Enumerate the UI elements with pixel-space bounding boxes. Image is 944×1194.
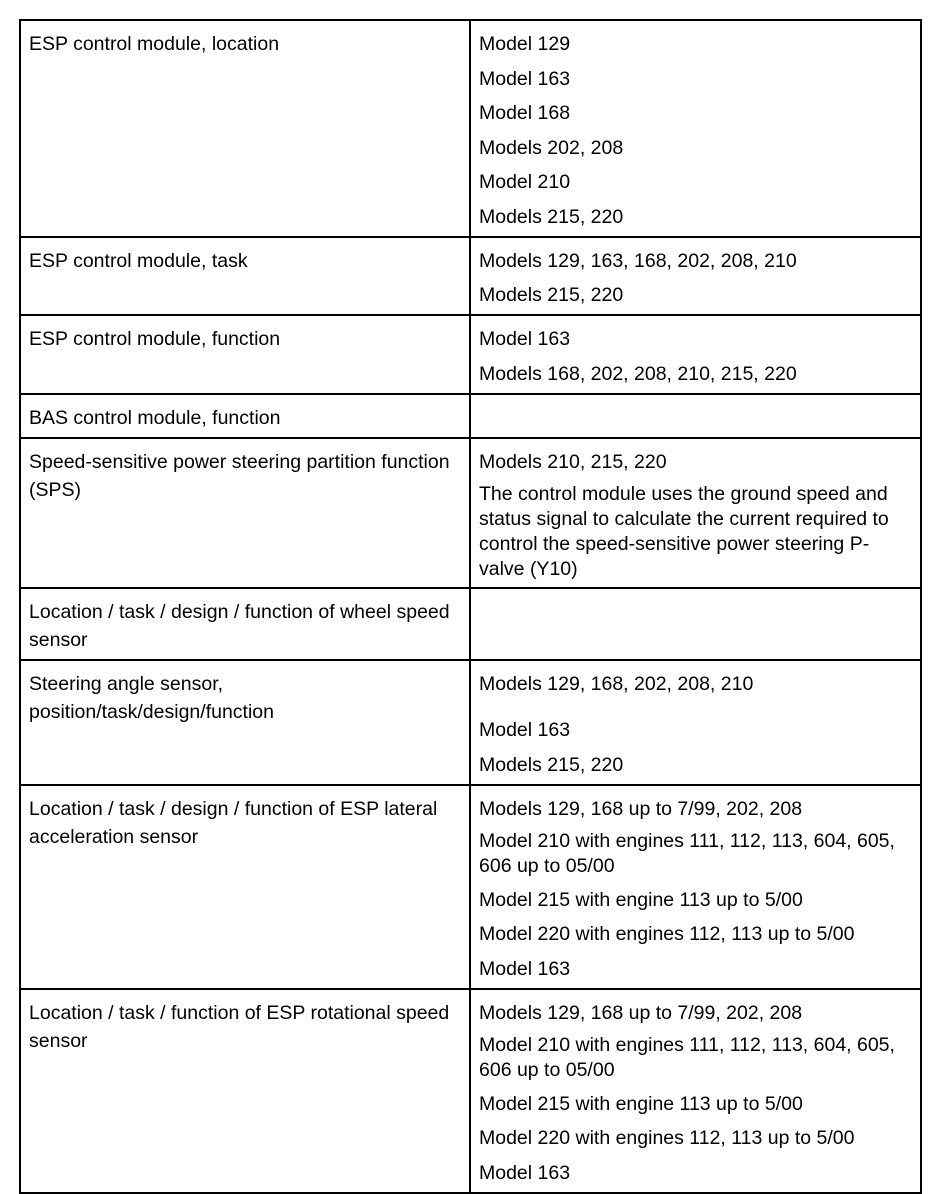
models-cell bbox=[470, 989, 921, 1193]
model-entry: Model 215 with engine 113 up to 5/00 bbox=[479, 888, 803, 911]
model-entry: Models 202, 208 bbox=[479, 136, 624, 159]
topic-text: BAS control module, function bbox=[29, 406, 281, 429]
table-row bbox=[20, 20, 921, 237]
model-entry: Models 129, 163, 168, 202, 208, 210 bbox=[479, 249, 797, 272]
table-row bbox=[20, 237, 921, 316]
topic-cell bbox=[20, 315, 470, 394]
topic-text: ESP control module, function bbox=[29, 328, 281, 350]
model-entry: Models 215, 220 bbox=[479, 205, 624, 228]
model-entry: Model 220 with engines 112, 113 up to 5/00 bbox=[479, 923, 855, 945]
topic-text: Location / task / function of ESP rotational speed sensor bbox=[29, 1001, 450, 1052]
models-cell bbox=[470, 660, 921, 785]
model-entry: Model 163 bbox=[479, 957, 571, 980]
model-entry: Model 210 with engines 111, 112, 113, 604, 605, 606 up to 05/00 bbox=[479, 1034, 895, 1081]
topic-text: ESP control module, task bbox=[29, 249, 248, 272]
topic-cell bbox=[20, 438, 470, 589]
table-row bbox=[20, 438, 921, 589]
topic-text: ESP control module, location bbox=[29, 33, 280, 55]
table-row bbox=[20, 315, 921, 394]
models-cell bbox=[470, 237, 921, 316]
table-row bbox=[20, 989, 921, 1193]
model-entry: Model 129 bbox=[479, 33, 571, 55]
document-table bbox=[19, 19, 922, 1194]
model-entry: Models 129, 168 up to 7/99, 202, 208 bbox=[479, 1001, 803, 1024]
model-entry: Model 163 bbox=[479, 67, 571, 90]
topic-text: Steering angle sensor, position/task/design/function bbox=[29, 673, 274, 723]
model-entry: Model 210 bbox=[479, 171, 571, 193]
topic-cell bbox=[20, 20, 470, 237]
model-entry: Models 129, 168, 202, 208, 210 bbox=[479, 673, 754, 695]
model-entry: Models 215, 220 bbox=[479, 284, 624, 306]
topic-cell bbox=[20, 237, 470, 316]
models-cell bbox=[470, 315, 921, 394]
model-entry: Model 163 bbox=[479, 719, 571, 741]
models-cell bbox=[470, 20, 921, 237]
table-row bbox=[20, 660, 921, 785]
topic-cell bbox=[20, 394, 470, 438]
topic-cell bbox=[20, 588, 470, 660]
models-cell bbox=[470, 394, 921, 438]
model-entry: Models 129, 168 up to 7/99, 202, 208 bbox=[479, 797, 803, 820]
model-note: The control module uses the ground speed and status signal to calculate the current required to control the speed-sensitive power steering P-valve (Y10) bbox=[479, 483, 889, 580]
topic-cell bbox=[20, 989, 470, 1193]
table-row bbox=[20, 588, 921, 660]
model-entry: Model 163 bbox=[479, 1161, 571, 1184]
topic-text: Location / task / design / function of ESP lateral acceleration sensor bbox=[29, 797, 438, 848]
models-cell bbox=[470, 588, 921, 660]
model-entry: Model 168 bbox=[479, 102, 571, 124]
topic-cell bbox=[20, 785, 470, 989]
model-entry: Model 215 with engine 113 up to 5/00 bbox=[479, 1092, 803, 1115]
topic-text: Location / task / design / function of wheel speed sensor bbox=[29, 601, 450, 651]
model-entry: Model 163 bbox=[479, 328, 571, 350]
table-row bbox=[20, 785, 921, 989]
models-cell bbox=[470, 438, 921, 589]
models-cell bbox=[470, 785, 921, 989]
model-entry: Model 210 with engines 111, 112, 113, 604, 605, 606 up to 05/00 bbox=[479, 830, 895, 877]
model-entry: Models 210, 215, 220 bbox=[479, 450, 667, 473]
table-row bbox=[20, 394, 921, 438]
model-entry: Models 215, 220 bbox=[479, 753, 624, 776]
topic-text: Speed-sensitive power steering partition function (SPS) bbox=[29, 450, 450, 501]
topic-cell bbox=[20, 660, 470, 785]
model-entry: Model 220 with engines 112, 113 up to 5/00 bbox=[479, 1127, 855, 1149]
model-entry: Models 168, 202, 208, 210, 215, 220 bbox=[479, 362, 797, 385]
